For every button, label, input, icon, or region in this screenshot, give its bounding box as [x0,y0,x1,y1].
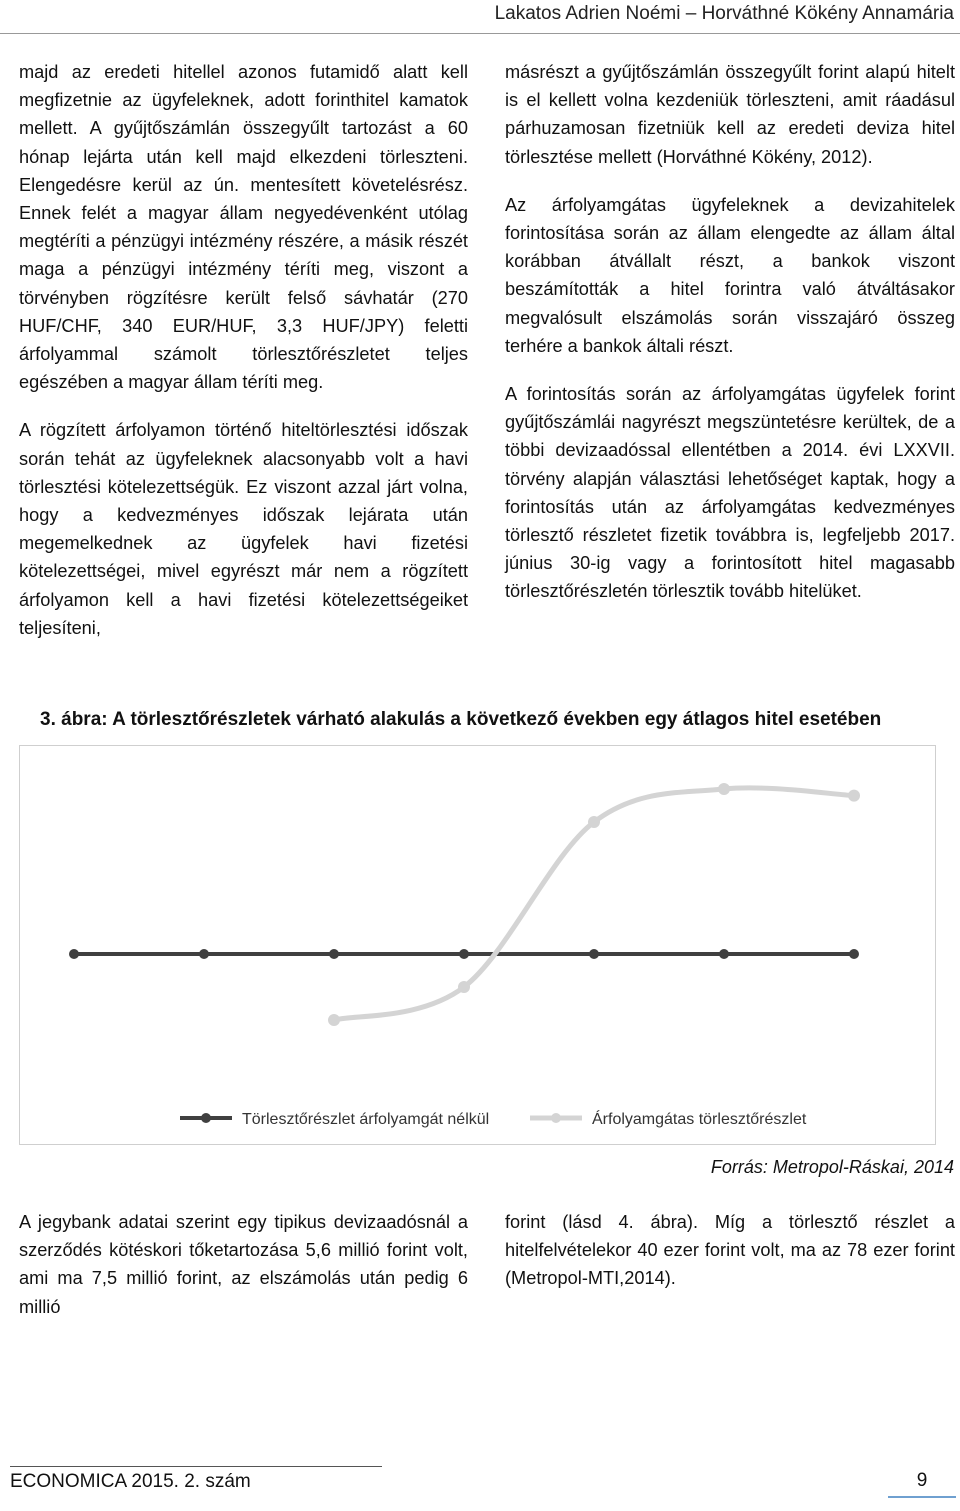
line-chart [19,745,936,1145]
chart-canvas [20,746,935,1144]
legend-marker-2 [551,1113,561,1123]
data-point [718,783,730,795]
data-point [458,981,470,993]
paragraph: forint (lásd 4. ábra). Míg a törlesztő részlet a hitelfelvételekor 40 ezer forint volt, ma az 78 ezer forint (Metropol-MTI,2014). [505,1212,955,1289]
footer-divider [10,1466,382,1467]
legend-label-1: Törlesztőrészlet árfolyamgát nélkül [242,1111,490,1128]
running-header: Lakatos Adrien Noémi – Horváthné Kökény Annamária [494,3,954,24]
data-point [849,949,859,959]
data-point [199,949,209,959]
paragraph: A jegybank adatai szerint egy tipikus devizaadósnál a szerződés kötéskori tőketartozása 5,6 millió forint volt, ami ma 7,5 millió forint, az elszámolás után pedig 6 millió [19,1212,468,1317]
data-point [459,949,469,959]
paragraph: Az árfolyamgátas ügyfeleknek a devizahitelek forintosítása során az állam elengedte az állam által korábban átvállalt részt, a bankok viszont beszámították a hitel forintra való átváltásakor megvalósult elszámolás során visszajáró összeg terhére a bankok általi részt. [505,194,955,356]
data-point [589,949,599,959]
data-point [719,949,729,959]
right-column-top [505,58,955,626]
paragraph: A rögzített árfolyamon történő hiteltörlesztési időszak során tehát az ügyfeleknek alacsonyabb volt a havi törlesztési kötelezettségük. Ez viszont azzal járt volna, hogy a kedvezményes időszak lejárata után megemelkednek az ügyfelek havi fizetési kötelezettségei, mivel egyrészt már nem a rögzített árfolyamon kell a havi fizetési kötelezettségeiket teljesíteni, [19,420,468,638]
figure-source: Forrás: Metropol-Ráskai, 2014 [710,1157,954,1177]
data-point [588,816,600,828]
legend-label-2: Árfolyamgátas törlesztőrészlet [592,1111,807,1128]
figure-title: 3. ábra: A törlesztőrészletek várható alakulás a következő években egy átlagos hitel esetében [40,709,882,730]
paragraph: majd az eredeti hitellel azonos futamidő alatt kell megfizetnie az ügyfeleknek, adott forinthitel kamatok mellett. A gyűjtőszámlán összegyűlt tartozást a 60 hónap lejárta után kell majd elkezdeni törleszteni. Elengedésre kerül az ún. mentesített követelésrész. Ennek felét a magyar állam negyedévenként utólag megtéríti a pénzügyi intézmény részére, a másik részét maga a pénzügyi intézmény téríti meg, viszont a törvényben rögzítésre került felső sávhatár (270 HUF/CHF, 340 EUR/HUF, 3,3 HUF/JPY) feletti árfolyammal számolt törlesztőrészletet teljes egészében a magyar állam téríti meg. [19,62,468,393]
header-divider [0,33,960,34]
paragraph: másrészt a gyűjtőszámlán összegyűlt forint alapú hitelt is el kellett volna kezdeniük törleszteni, amit ráadásul párhuzamosan fizetniük kell az eredeti deviza hitel törlesztése mellett (Horváthné Kökény, 2012). [505,62,955,167]
right-column-bottom [505,1208,955,1313]
data-point [69,949,79,959]
legend-marker-1 [201,1113,211,1123]
left-column-top [19,58,468,662]
journal-footer: ECONOMICA 2015. 2. szám [10,1471,251,1492]
data-point [328,1014,340,1026]
data-point [848,790,860,802]
data-point [329,949,339,959]
paragraph: A forintosítás során az árfolyamgátas ügyfelek forint gyűjtőszámlái nagyrészt megszüntetésre kerültek, de a többi devizaadóssal ellentétben a 2014. évi LXXVII. törvény alapján választási lehetőséget kaptak, hogy a forintosítás után az árfolyamgátas kedvezményes törlesztő részletet fizetik továbbra is, legfeljebb 2017. június 30-ig vagy a forintosított hitel magasabb törlesztőrészletén törlesztik tovább hitelüket. [505,384,955,602]
page-number: 9 [888,1466,956,1498]
left-column-bottom [19,1208,468,1341]
